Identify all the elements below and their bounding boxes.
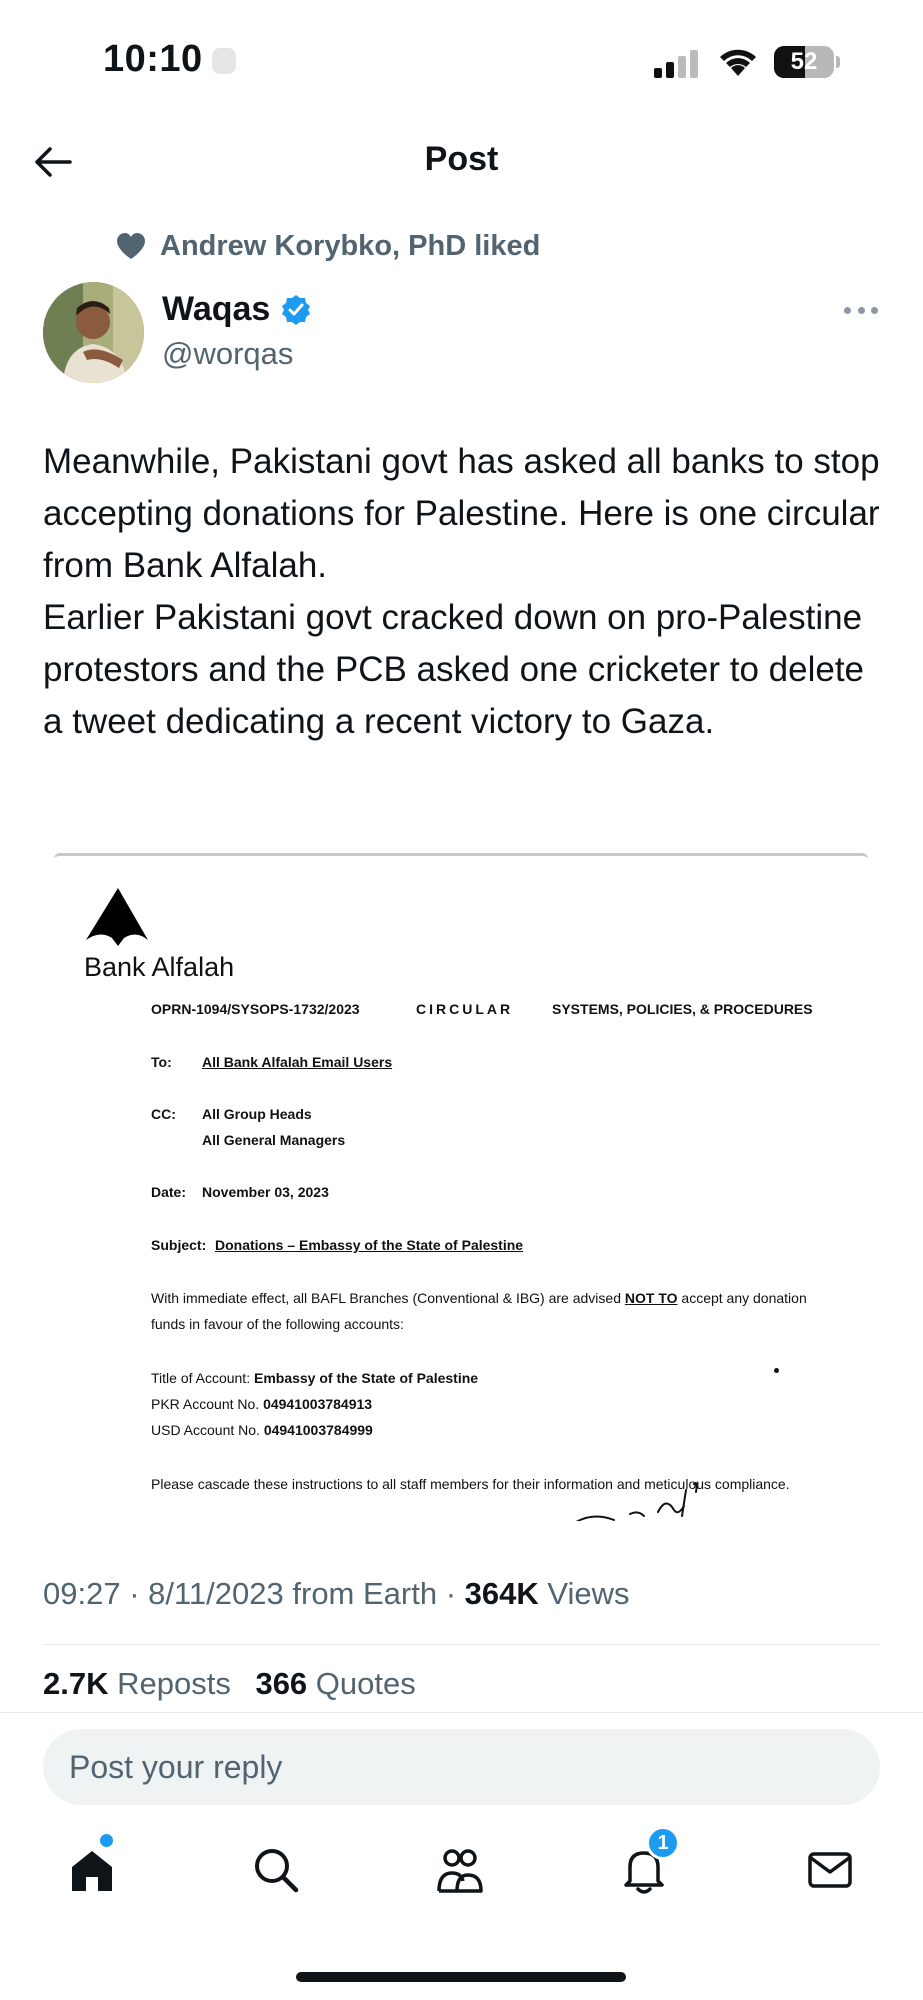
tab-bar bbox=[0, 1830, 923, 1914]
wifi-icon bbox=[717, 46, 759, 78]
more-options-icon[interactable] bbox=[844, 298, 878, 322]
post-source: from Earth bbox=[283, 1576, 438, 1611]
post-stats bbox=[43, 1666, 432, 1702]
circular-document bbox=[54, 856, 868, 1521]
circular-dept: SYSTEMS, POLICIES, & PROCEDURES bbox=[552, 1001, 813, 1017]
tab-notifications[interactable] bbox=[614, 1832, 674, 1900]
bank-alfalah-logo-icon bbox=[84, 886, 150, 948]
reposts-count: 2.7K bbox=[43, 1666, 109, 1701]
author-name[interactable]: Waqas bbox=[162, 290, 271, 328]
page-title: Post bbox=[424, 140, 499, 178]
to-value: All Bank Alfalah Email Users bbox=[202, 1054, 393, 1070]
tab-home[interactable] bbox=[62, 1840, 122, 1900]
cc-value: All General Managers bbox=[202, 1132, 346, 1148]
people-icon bbox=[435, 1845, 485, 1895]
home-icon bbox=[67, 1845, 117, 1895]
author-handle[interactable]: @worqas bbox=[162, 336, 294, 371]
reply-bar bbox=[0, 1712, 923, 1804]
quotes-label: Quotes bbox=[307, 1666, 416, 1701]
subject-label: Subject: bbox=[151, 1237, 207, 1253]
date-value: November 03, 2023 bbox=[202, 1184, 329, 1200]
tweet-image[interactable] bbox=[54, 853, 868, 1521]
notification-badge: 1 bbox=[646, 1826, 680, 1860]
social-context[interactable] bbox=[116, 228, 540, 264]
tab-communities[interactable] bbox=[430, 1840, 490, 1900]
pkr-account: PKR Account No. 04941003784913 bbox=[151, 1396, 373, 1412]
post-time: 09:27 bbox=[43, 1576, 121, 1611]
new-posts-dot bbox=[100, 1834, 113, 1847]
views-link[interactable] bbox=[465, 1576, 630, 1611]
tweet-text bbox=[43, 436, 893, 748]
focus-indicator bbox=[212, 48, 236, 74]
home-indicator bbox=[296, 1972, 626, 1982]
post-metadata: 09:27 · 8/11/2023 from Earth · 364K Views bbox=[43, 1576, 630, 1611]
to-label: To: bbox=[151, 1054, 172, 1070]
heart-icon bbox=[116, 232, 146, 260]
reposts-label: Reposts bbox=[108, 1666, 231, 1701]
body-line: funds in favour of the following accounts: bbox=[151, 1316, 404, 1332]
cc-label: CC: bbox=[151, 1106, 176, 1122]
status-time: 10:10 bbox=[103, 38, 203, 80]
tweet-paragraph: Meanwhile, Pakistani govt has asked all banks to stop accepting donations for Palestine. Here is one circular from Bank Alfalah. bbox=[43, 442, 880, 585]
document-mark bbox=[774, 1368, 779, 1373]
post-date: 8/11/2023 bbox=[148, 1576, 284, 1611]
battery-level: 52 bbox=[790, 48, 818, 75]
divider bbox=[43, 1644, 880, 1645]
circular-type: CIRCULAR bbox=[416, 1001, 514, 1017]
header bbox=[0, 120, 923, 204]
cc-value: All Group Heads bbox=[202, 1106, 312, 1122]
usd-account: USD Account No. 04941003784999 bbox=[151, 1422, 373, 1438]
reply-input[interactable] bbox=[43, 1729, 880, 1805]
views-label: Views bbox=[538, 1576, 630, 1611]
circular-ref: OPRN-1094/SYSOPS-1732/2023 bbox=[151, 1001, 360, 1017]
body-line: With immediate effect, all BAFL Branches (Conventional & IBG) are advised NOT TO accept any donation bbox=[151, 1290, 807, 1306]
quotes-count: 366 bbox=[255, 1666, 308, 1701]
verified-badge-icon bbox=[280, 294, 312, 326]
quotes-link[interactable] bbox=[255, 1666, 415, 1701]
avatar[interactable] bbox=[43, 282, 144, 383]
subject-value: Donations – Embassy of the State of Palestine bbox=[215, 1237, 524, 1253]
tweet-paragraph: Earlier Pakistani govt cracked down on pro-Palestine protestors and the PCB asked one cricketer to delete a tweet dedicating a recent victory to Gaza. bbox=[43, 598, 865, 741]
views-count: 364K bbox=[464, 1576, 539, 1611]
cellular-signal-icon bbox=[654, 48, 698, 78]
mail-icon bbox=[805, 1845, 855, 1895]
signature bbox=[574, 1466, 744, 1521]
tab-messages[interactable] bbox=[800, 1840, 860, 1900]
battery-icon bbox=[774, 46, 840, 78]
search-icon bbox=[251, 1845, 301, 1895]
account-title: Title of Account: Embassy of the State of Palestine bbox=[151, 1370, 479, 1386]
reposts-link[interactable] bbox=[43, 1666, 231, 1701]
tab-search[interactable] bbox=[246, 1840, 306, 1900]
closing-line: Please cascade these instructions to all staff members for their information and meticulous compliance. bbox=[151, 1476, 790, 1492]
status-bar bbox=[0, 0, 923, 120]
social-context-text: Andrew Korybko, PhD liked bbox=[160, 229, 541, 262]
bank-brand: Bank Alfalah bbox=[84, 952, 235, 982]
date-label: Date: bbox=[151, 1184, 187, 1200]
